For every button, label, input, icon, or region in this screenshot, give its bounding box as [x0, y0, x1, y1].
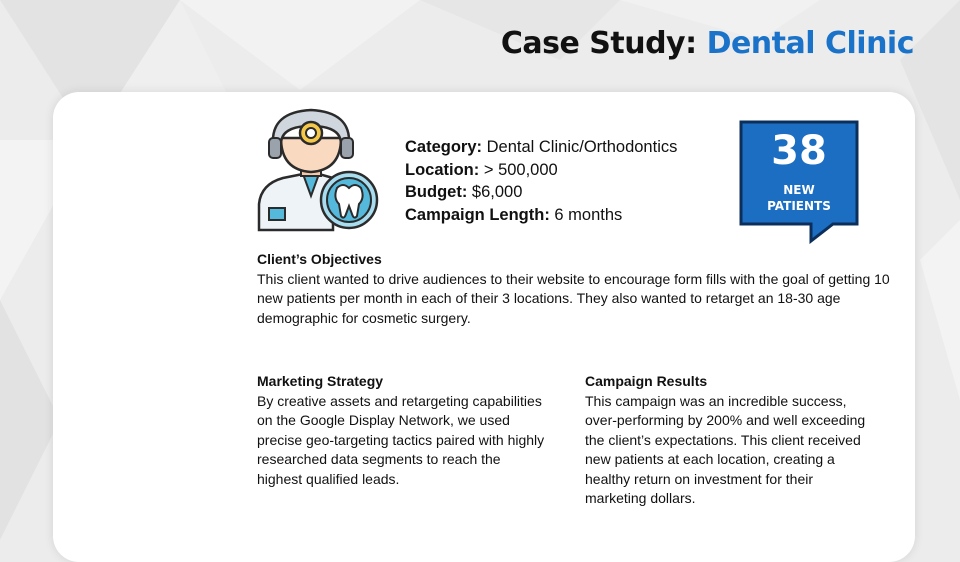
detail-location	[405, 159, 677, 182]
detail-label: Category:	[405, 138, 483, 156]
detail-label: Location:	[405, 160, 480, 179]
detail-budget	[405, 181, 677, 204]
results-heading: Campaign Results	[585, 373, 708, 389]
badge-number: 38	[771, 128, 827, 174]
badge-label	[741, 182, 857, 214]
title-prefix: Case Study:	[500, 26, 697, 61]
detail-value: 6 months	[554, 205, 623, 224]
strategy-heading: Marketing Strategy	[257, 373, 384, 389]
objectives-heading: Client’s Objectives	[257, 251, 382, 267]
new-patients-badge	[739, 120, 859, 244]
detail-value: $6,000	[471, 183, 523, 201]
results-section	[585, 372, 875, 509]
page-title	[501, 26, 914, 61]
detail-label: Budget:	[405, 183, 468, 201]
objectives-section	[257, 250, 897, 328]
results-body: This campaign was an incredible success, over-performing by 200% and well exceeding the client’s expectations. This client received new patients at each location, creating a healthy return on investment for their marketing dollars.	[585, 392, 866, 506]
detail-value: > 500,000	[483, 160, 558, 179]
detail-value: Dental Clinic/Orthodontics	[486, 138, 678, 156]
strategy-body: By creative assets and retargeting capabilities on the Google Display Network, we used precise geo-targeting tactics paired with highly researched data segments to reach the highest qualified leads.	[257, 392, 545, 487]
campaign-details	[405, 136, 677, 226]
strategy-section	[257, 372, 547, 489]
detail-campaign-length	[405, 204, 677, 227]
badge-label-line2: PATIENTS	[767, 199, 831, 213]
badge-label-line1: NEW	[783, 183, 815, 197]
detail-label: Campaign Length:	[405, 205, 550, 224]
detail-category	[405, 136, 677, 159]
dentist-icon	[253, 104, 383, 232]
objectives-body: This client wanted to drive audiences to their website to encourage form fills with the goal of getting 10 new patients per month in each of their 3 locations. They also wanted to retarget an 18-30 age demographic for cosmetic surgery.	[257, 270, 890, 326]
title-highlight: Dental Clinic	[706, 26, 914, 61]
